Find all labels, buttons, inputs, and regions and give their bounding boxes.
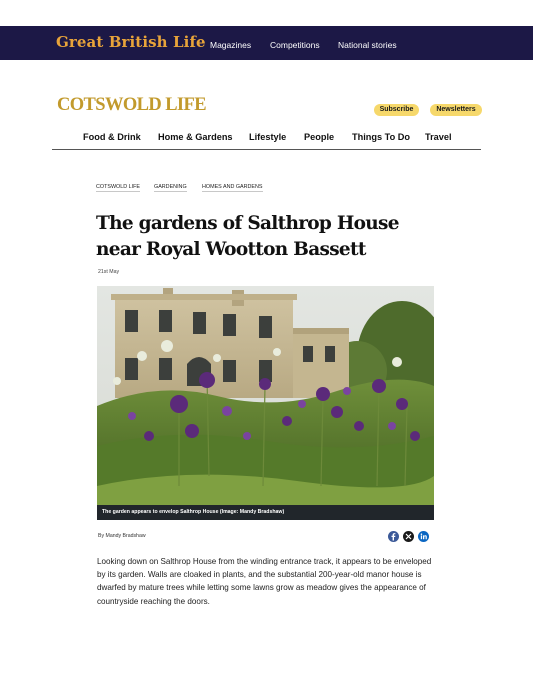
article-title: The gardens of Salthrop House near Royal Wootton Bassett <box>96 213 399 260</box>
breadcrumb-cotswold-life[interactable]: COTSWOLD LIFE <box>96 184 141 190</box>
linkedin-icon <box>418 531 429 542</box>
byline[interactable]: By Mandy Bradshaw <box>98 533 146 539</box>
nav-people[interactable]: People <box>304 132 335 142</box>
facebook-share-button[interactable] <box>388 531 399 542</box>
great-british-life-logo[interactable]: Great British Life <box>56 33 206 51</box>
nav-things-to-do[interactable]: Things To Do <box>352 132 411 142</box>
image-caption-bar <box>97 505 434 520</box>
network-header <box>0 26 533 60</box>
breadcrumb-gardening[interactable]: GARDENING <box>154 184 187 190</box>
article-paragraph: Looking down on Salthrop House from the winding entrance track, it appears to be enveloped by its garden. Walls are cloaked in plants, and the substantial 200-year-old manor house is dwarfed by mature trees while letting some lawns grow as meadow gives the appearance of countryside reaching the doors. <box>97 557 432 606</box>
nav-competitions[interactable]: Competitions <box>270 40 320 50</box>
x-icon <box>403 531 414 542</box>
nav-divider <box>52 149 481 150</box>
nav-national-stories[interactable]: National stories <box>338 40 397 50</box>
nav-food-drink[interactable]: Food & Drink <box>83 132 141 142</box>
breadcrumb-homes-and-gardens[interactable]: HOMES AND GARDENS <box>202 184 263 190</box>
image-caption: The garden appears to envelop Salthrop House (Image: Mandy Bradshaw) <box>102 509 285 515</box>
linkedin-share-button[interactable] <box>418 531 429 542</box>
nav-magazines[interactable]: Magazines <box>210 40 252 50</box>
article-date: 21st May <box>98 269 120 275</box>
garden-house-photo <box>97 286 434 520</box>
cotswold-life-logo[interactable]: COTSWOLD LIFE <box>57 94 206 116</box>
subscribe-button[interactable]: Subscribe <box>374 104 419 116</box>
newsletters-button[interactable]: Newsletters <box>430 104 482 116</box>
x-share-button[interactable] <box>403 531 414 542</box>
hero-image[interactable] <box>97 286 434 520</box>
facebook-icon <box>388 531 399 542</box>
nav-home-gardens[interactable]: Home & Gardens <box>158 132 233 142</box>
nav-lifestyle[interactable]: Lifestyle <box>249 132 287 142</box>
nav-travel[interactable]: Travel <box>425 132 452 142</box>
